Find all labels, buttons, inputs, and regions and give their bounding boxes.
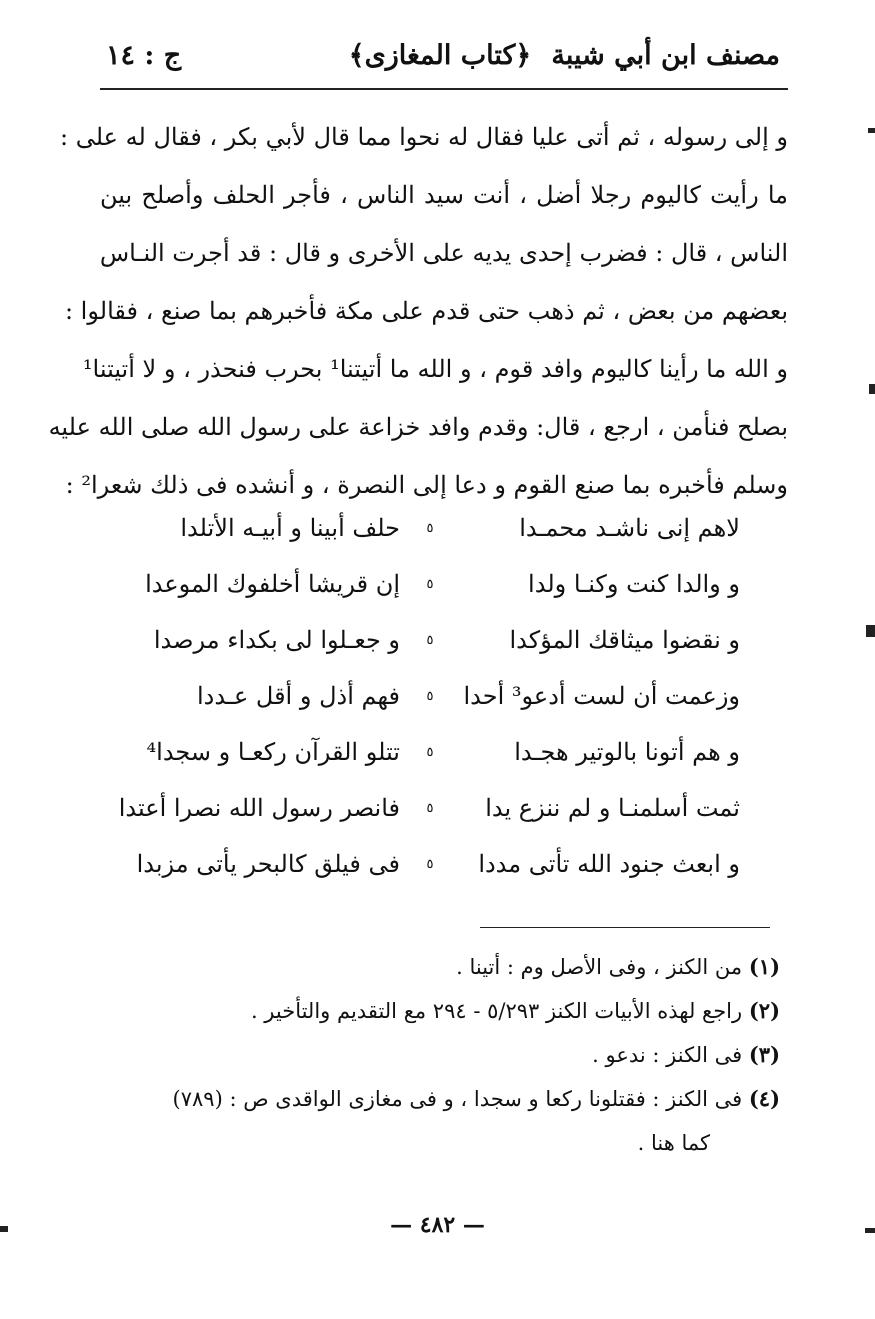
footnote-text: فى الكنز : فقتلونا ركعا و سجدا ، و فى مغازى الواقدى ص : (٧٨٩) [172, 1087, 743, 1111]
first-hemistich: و ابعث جنود الله تأتى مددا [478, 850, 740, 878]
footnote-number: (٢) [748, 998, 780, 1023]
footnotes [100, 945, 780, 1165]
verse [120, 556, 740, 612]
second-hemistich: إن قريشا أخلفوك الموعدا [145, 570, 400, 598]
footnote-number: (٤) [748, 1086, 780, 1111]
first-hemistich: و نقضوا ميثاقك المؤكدا [509, 626, 740, 654]
first-hemistich: ثمت أسلمنـا و لم ننزع يدا [485, 794, 740, 822]
first-hemistich: وزعمت أن لست أدعو³ أحدا [463, 682, 740, 710]
scan-edge-mark [869, 384, 875, 394]
footnote-number: (٣) [748, 1042, 780, 1067]
page-number: — ٤٨٢ — [390, 1212, 485, 1238]
scan-edge-mark [868, 128, 875, 133]
verse-separator: ٥ [426, 744, 434, 760]
footnote [100, 945, 780, 989]
verse-separator: ٥ [426, 576, 434, 592]
verse-separator: ٥ [426, 800, 434, 816]
second-hemistich: حلف أبينا و أبيـه الأتلدا [180, 514, 400, 542]
footnote-text: راجع لهذه الأبيات الكنز ٥/٢٩٣ - ٢٩٤ مع التقديم والتأخير . [250, 999, 743, 1023]
verse-separator: ٥ [426, 632, 434, 648]
second-hemistich: فانصر رسول الله نصرا أعتدا [118, 794, 400, 822]
text-line: الناس ، قال : فضرب إحدى يديه على الأخرى و قال : قد أجرت النـاس [99, 239, 788, 267]
scan-edge-mark [865, 1228, 875, 1233]
first-hemistich: و هم أتونا بالوتير هجـدا [514, 738, 740, 766]
first-hemistich: لاهم إنى ناشـد محمـدا [519, 514, 740, 542]
text-line: ما رأيت كاليوم رجلا أضل ، أنت سيد الناس ، فأجر الحلف وأصلح بين [100, 181, 788, 209]
footnote [100, 989, 780, 1033]
book-title: مصنف ابن أبي شيبة [551, 40, 780, 71]
verse [120, 780, 740, 836]
text-line: و إلى رسوله ، ثم أتى عليا فقال له نحوا مما قال لأبي بكر ، فقال له على : [60, 123, 788, 151]
verse [120, 724, 740, 780]
footnote [100, 1077, 780, 1121]
second-hemistich: تتلو القرآن ركعـا و سجدا⁴ [146, 738, 400, 766]
footnote-continuation [100, 1121, 780, 1165]
footnote-text: من الكنز ، وفى الأصل وم : أتينا . [456, 955, 743, 979]
footnote-text: كما هنا . [637, 1131, 710, 1155]
second-hemistich: فى فيلق كالبحر يأتى مزبدا [136, 850, 400, 878]
verse-separator: ٥ [426, 688, 434, 704]
verse [120, 836, 740, 892]
text-line: بعضهم من بعض ، ثم ذهب حتى قدم على مكة فأخبرهم بما صنع ، فقالوا : [64, 297, 788, 325]
text-line: وسلم فأخبره بما صنع القوم و دعا إلى النصرة ، و أنشده فى ذلك شعرا² : [65, 471, 788, 499]
first-hemistich: و والدا كنت وكنـا ولدا [528, 570, 740, 598]
volume-number: ج : ١٤ [106, 40, 182, 71]
text-line: و الله ما رأينا كاليوم وافد قوم ، و الله ما أتيتنا¹ بحرب فنحذر ، و لا أتيتنا¹ [82, 355, 788, 383]
verse [120, 500, 740, 556]
verse-separator: ٥ [426, 520, 434, 536]
footnote-number: (١) [748, 954, 780, 979]
footnote-rule [480, 927, 770, 928]
text-line: بصلح فنأمن ، ارجع ، قال: وقدم وافد خزاعة على رسول الله صلى الله عليه [48, 413, 788, 441]
scan-edge-mark [866, 625, 875, 637]
verse-separator: ٥ [426, 856, 434, 872]
body-paragraph [48, 108, 788, 514]
scan-edge-mark [0, 1226, 8, 1232]
second-hemistich: فهم أذل و أقل عـددا [196, 682, 400, 710]
second-hemistich: و جعـلوا لى بكداء مرصدا [153, 626, 400, 654]
verse [120, 668, 740, 724]
chapter-title: ﴿كتاب المغازى﴾ [348, 40, 532, 71]
header-rule [100, 88, 788, 90]
running-header [100, 34, 780, 84]
poem [120, 500, 740, 892]
footnote [100, 1033, 780, 1077]
verse [120, 612, 740, 668]
footnote-text: فى الكنز : ندعو . [592, 1043, 743, 1067]
